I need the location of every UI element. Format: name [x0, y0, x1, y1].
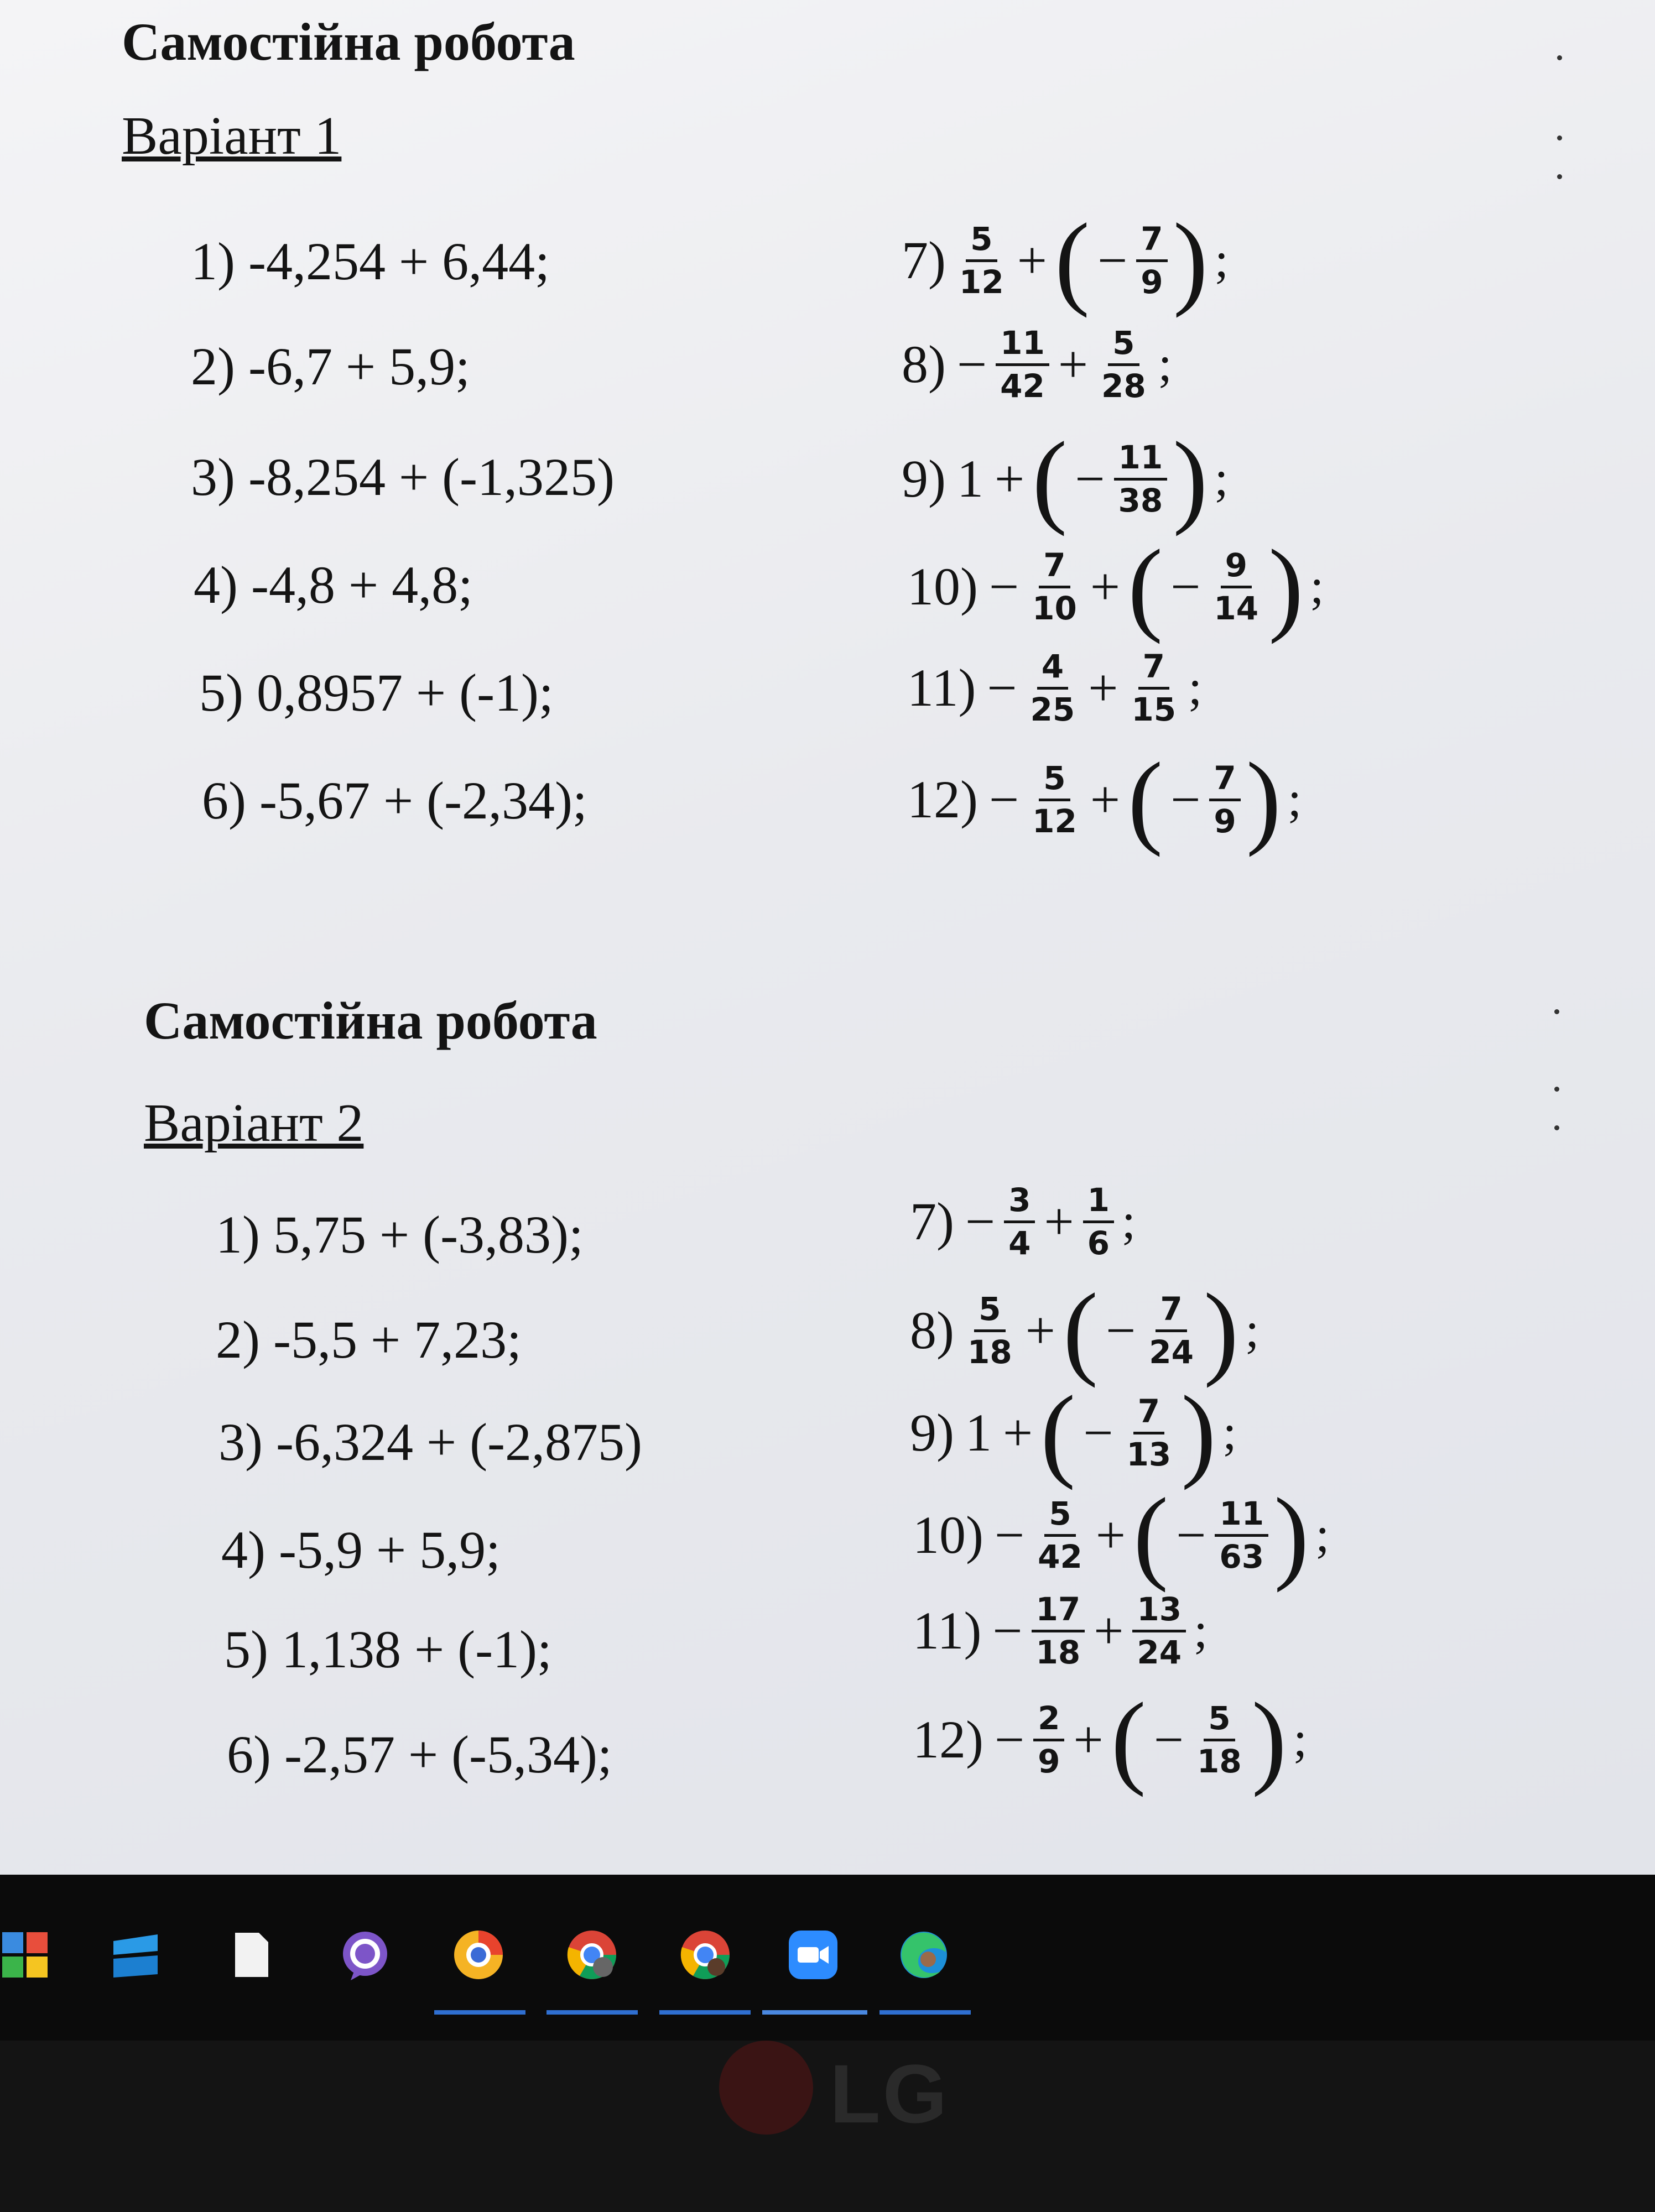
- fraction: [1097, 326, 1151, 403]
- v1-task-2: 2) -6,7 + 5,9;: [191, 337, 470, 396]
- numerator: 7: [1136, 222, 1167, 262]
- variant1-task-9: [896, 421, 1229, 537]
- numerator: 5: [966, 222, 997, 262]
- mark-dot: [1554, 1009, 1559, 1014]
- v2-task-6: 6) -2,57 + (-5,34);: [227, 1725, 612, 1784]
- minus-sign: −: [1083, 1403, 1113, 1462]
- denominator: 12: [1032, 802, 1077, 840]
- semicolon: ;: [1310, 559, 1324, 614]
- denominator: 42: [1038, 1537, 1082, 1575]
- task-number: 7): [910, 1192, 954, 1251]
- variant1-task-7: [896, 202, 1229, 319]
- fraction: [1136, 222, 1167, 299]
- denominator: 38: [1118, 481, 1163, 519]
- fraction: [1026, 650, 1080, 727]
- paren-close: ): [1246, 742, 1282, 858]
- plus-operator: +: [1017, 231, 1047, 290]
- minus-sign: −: [1176, 1505, 1206, 1564]
- v1-task-5: 5) 0,8957 + (-1);: [199, 663, 554, 722]
- semicolon: ;: [1222, 1405, 1237, 1460]
- denominator: 12: [959, 263, 1004, 301]
- fraction: [1028, 761, 1081, 838]
- paren-close: ): [1274, 1477, 1309, 1593]
- numerator: 4: [1037, 650, 1068, 690]
- monitor-brand: LG: [830, 2047, 950, 2140]
- v2-task-5: 5) 1,138 + (-1);: [224, 1620, 552, 1679]
- denominator: 9: [1214, 802, 1236, 840]
- viber-icon[interactable]: [329, 1919, 401, 1991]
- numerator: 5: [974, 1292, 1005, 1332]
- leading-term: 1: [965, 1403, 992, 1462]
- task-number: 8): [902, 335, 946, 394]
- task-number: 12): [913, 1710, 983, 1769]
- plus-operator: +: [1025, 1301, 1055, 1360]
- plus-operator: +: [1073, 1710, 1104, 1769]
- v2-task-2: 2) -5,5 + 7,23;: [216, 1310, 522, 1369]
- denominator: 25: [1030, 690, 1075, 728]
- paren-close: ): [1251, 1682, 1287, 1798]
- denominator: 10: [1032, 589, 1077, 627]
- paren-open: (: [1127, 529, 1163, 645]
- variant2-task-10: [907, 1477, 1330, 1593]
- variant2-task-8: [904, 1272, 1260, 1389]
- variant1-task-8: [896, 326, 1172, 403]
- paren-open: (: [1127, 742, 1163, 858]
- denominator: 63: [1219, 1537, 1264, 1575]
- semicolon: ;: [1194, 1603, 1208, 1658]
- plus-operator: +: [1088, 658, 1118, 718]
- paren-open: (: [1063, 1272, 1099, 1389]
- variant-1-title: Варіант 1: [122, 106, 342, 166]
- fraction: [1032, 1590, 1085, 1671]
- task-number: 12): [907, 770, 978, 829]
- fraction: [1122, 1392, 1176, 1473]
- fraction: [1033, 1699, 1064, 1780]
- taskbar-active-indicator: [659, 2010, 751, 2015]
- plus-operator: +: [1090, 557, 1120, 616]
- variant-2-title: Варіант 2: [144, 1093, 364, 1153]
- document-icon[interactable]: [216, 1919, 288, 1991]
- task-number: 7): [902, 231, 946, 290]
- task-number: 8): [910, 1301, 954, 1360]
- variant1-task-12: [902, 742, 1302, 858]
- denominator: 15: [1131, 690, 1177, 728]
- numerator: 13: [1132, 1593, 1186, 1632]
- denominator: 24: [1137, 1633, 1182, 1671]
- minus-sign: −: [1170, 557, 1201, 616]
- windows-start-icon[interactable]: [0, 1919, 61, 1991]
- paren-open: (: [1054, 202, 1090, 319]
- numerator: 1: [1083, 1183, 1114, 1223]
- plus-operator: +: [1095, 1505, 1126, 1564]
- semicolon: ;: [1158, 337, 1172, 392]
- numerator: 5: [1039, 761, 1070, 801]
- mark-dot: [1557, 55, 1562, 60]
- denominator: 6: [1087, 1224, 1110, 1262]
- numerator: 17: [1032, 1593, 1085, 1632]
- semicolon: ;: [1288, 772, 1302, 827]
- minus-sign: −: [1075, 449, 1105, 508]
- leading-term: −: [988, 770, 1019, 829]
- v2-task-4: 4) -5,9 + 5,9;: [221, 1520, 501, 1579]
- fraction: [963, 1292, 1017, 1369]
- fraction: [1193, 1699, 1246, 1780]
- fraction: [1209, 546, 1263, 627]
- variant2-task-9: [904, 1375, 1237, 1491]
- task-number: 10): [913, 1505, 983, 1564]
- plus-operator: +: [1044, 1192, 1074, 1251]
- fraction: [996, 326, 1049, 403]
- semicolon: ;: [1188, 660, 1203, 716]
- chrome-profile-icon[interactable]: [556, 1919, 628, 1991]
- denominator: 9: [1141, 263, 1163, 301]
- leading-term: −: [994, 1710, 1025, 1769]
- leading-term: −: [988, 557, 1019, 616]
- paren-close: ): [1173, 202, 1208, 319]
- paren-open: (: [1040, 1375, 1076, 1491]
- taskbar-active-indicator: [547, 2010, 638, 2015]
- numerator: 7: [1133, 1395, 1164, 1434]
- numerator: 5: [1044, 1497, 1075, 1537]
- semicolon: ;: [1315, 1507, 1330, 1562]
- paren-close: ): [1203, 1272, 1239, 1389]
- denominator: 28: [1101, 367, 1146, 405]
- denominator: 4: [1008, 1224, 1031, 1262]
- v2-task-1: 1) 5,75 + (-3,83);: [216, 1205, 584, 1264]
- variant1-task-11: [902, 650, 1202, 727]
- v1-task-4: 4) -4,8 + 4,8;: [194, 555, 473, 614]
- numerator: 7: [1138, 650, 1169, 690]
- leading-term: −: [965, 1192, 996, 1251]
- v2-task-3: 3) -6,324 + (-2,875): [218, 1412, 642, 1472]
- taskbar: [0, 1875, 1655, 2041]
- zoom-icon[interactable]: [777, 1919, 849, 1991]
- variant1-task-10: [902, 529, 1324, 645]
- paren-open: (: [1111, 1682, 1146, 1798]
- denominator: 18: [1197, 1742, 1242, 1780]
- heading-variant-2: Самостійна робота: [144, 991, 597, 1050]
- fraction: [1028, 546, 1081, 627]
- numerator: 5: [1108, 326, 1139, 366]
- denominator: 18: [967, 1333, 1012, 1371]
- monitor-bezel: [0, 2041, 1655, 2212]
- minus-sign: −: [1097, 231, 1128, 290]
- plus-operator: +: [1058, 335, 1088, 394]
- denominator: 24: [1149, 1333, 1194, 1371]
- task-number: 10): [907, 557, 978, 616]
- fraction: [1033, 1494, 1087, 1575]
- task-number: 11): [907, 658, 976, 718]
- numerator: 2: [1033, 1702, 1064, 1741]
- semicolon: ;: [1214, 451, 1229, 506]
- file-explorer-icon[interactable]: [100, 1919, 171, 1991]
- mark-dot: [1557, 135, 1562, 140]
- heading-top: Самостійна робота: [122, 12, 575, 71]
- v1-task-6: 6) -5,67 + (-2,34);: [202, 771, 587, 830]
- denominator: 18: [1035, 1633, 1081, 1671]
- mark-dot: [1557, 174, 1562, 179]
- semicolon: ;: [1245, 1303, 1260, 1358]
- plus-operator: +: [1090, 770, 1120, 829]
- paren-close: ): [1268, 529, 1304, 645]
- variant2-task-12: [907, 1682, 1308, 1798]
- leading-term: 1: [956, 449, 983, 508]
- denominator: 14: [1214, 589, 1259, 627]
- fraction: [1209, 761, 1240, 838]
- mark-dot: [1554, 1087, 1559, 1092]
- fraction: [1083, 1183, 1114, 1260]
- minus-sign: −: [1106, 1301, 1136, 1360]
- plus-operator: +: [1002, 1403, 1033, 1462]
- numerator: 7: [1039, 549, 1070, 588]
- denominator: 9: [1038, 1742, 1060, 1780]
- paren-open: (: [1032, 421, 1068, 537]
- denominator: 42: [1000, 367, 1045, 405]
- leading-term: −: [956, 335, 987, 394]
- denominator: 13: [1126, 1435, 1172, 1473]
- numerator: 3: [1004, 1183, 1035, 1223]
- minus-sign: −: [1153, 1710, 1184, 1769]
- fraction: [1127, 650, 1180, 727]
- variant2-task-7: [904, 1183, 1136, 1260]
- leading-term: −: [992, 1601, 1023, 1661]
- fraction: [1132, 1590, 1186, 1671]
- semicolon: ;: [1293, 1712, 1308, 1767]
- paren-open: (: [1133, 1477, 1169, 1593]
- minus-sign: −: [1170, 770, 1201, 829]
- numerator: 11: [996, 326, 1049, 366]
- taskbar-active-indicator: [434, 2010, 525, 2015]
- fraction: [1215, 1494, 1268, 1575]
- chrome-icon[interactable]: [669, 1919, 741, 1991]
- plus-operator: +: [1094, 1601, 1124, 1661]
- leading-term: −: [994, 1505, 1025, 1564]
- yandex-browser-icon[interactable]: [443, 1919, 514, 1991]
- numerator: 11: [1114, 441, 1168, 481]
- fraction: [1004, 1183, 1035, 1260]
- numerator: 11: [1215, 1497, 1268, 1537]
- fraction: [1114, 438, 1168, 519]
- numerator: 5: [1204, 1702, 1235, 1741]
- semicolon: ;: [1121, 1194, 1136, 1249]
- task-number: 9): [902, 449, 946, 508]
- paren-close: ): [1173, 421, 1208, 537]
- numerator: 9: [1221, 549, 1252, 588]
- edge-icon[interactable]: [888, 1919, 960, 1991]
- v1-task-3: 3) -8,254 + (-1,325): [191, 447, 615, 507]
- plus-operator: +: [994, 449, 1025, 508]
- task-number: 9): [910, 1403, 954, 1462]
- fraction: [955, 222, 1008, 299]
- taskbar-active-indicator: [762, 2010, 867, 2015]
- semicolon: ;: [1214, 233, 1229, 288]
- lg-logo-mark: [719, 2041, 813, 2135]
- variant2-task-11: [907, 1590, 1208, 1671]
- fraction: [1144, 1292, 1198, 1369]
- task-number: 11): [913, 1601, 982, 1661]
- mark-dot: [1554, 1125, 1559, 1130]
- paren-close: ): [1181, 1375, 1216, 1491]
- v1-task-1: 1) -4,254 + 6,44;: [191, 232, 550, 291]
- numerator: 7: [1209, 761, 1240, 801]
- taskbar-active-indicator: [879, 2010, 971, 2015]
- leading-term: −: [987, 658, 1017, 718]
- numerator: 7: [1156, 1292, 1186, 1332]
